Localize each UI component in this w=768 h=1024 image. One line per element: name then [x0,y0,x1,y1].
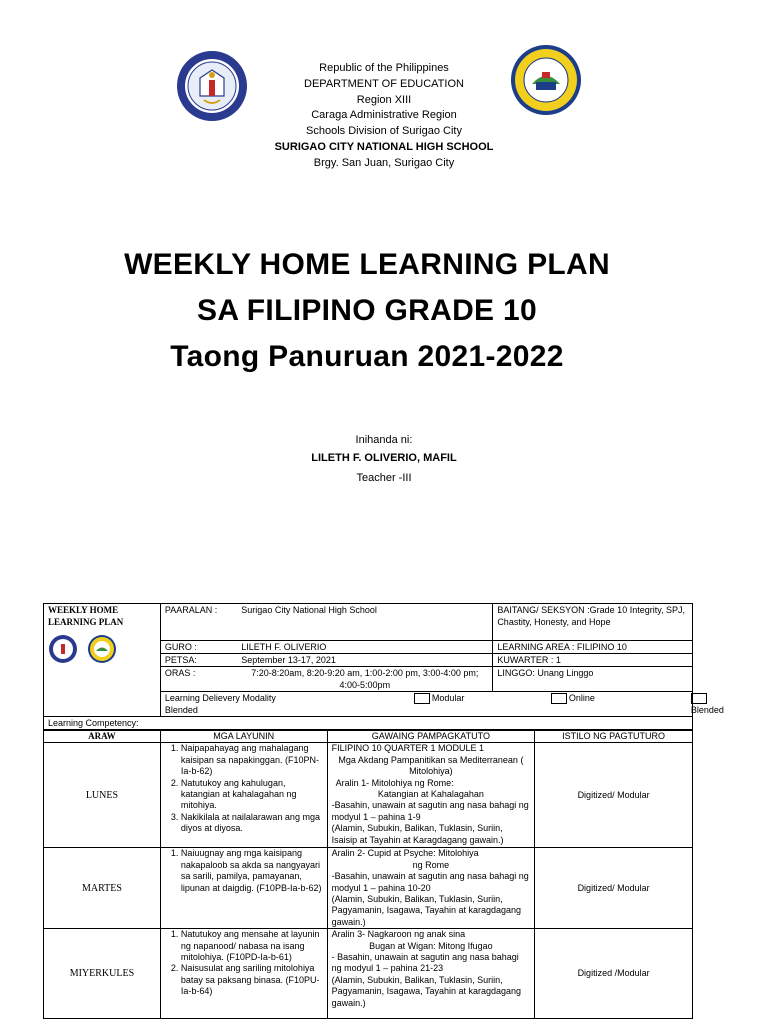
style-lunes: Digitized/ Modular [535,743,693,848]
list-item: 2. Naisusulat ang sariling mitolohiya batay sa paksang binasa. (F10PU-Ia-b-64) [181,963,323,997]
school-name: SURIGAO CITY NATIONAL HIGH SCHOOL [274,140,494,153]
modular-checkbox[interactable] [414,693,430,704]
oras-label: ORAS : [160,667,237,692]
linggo: LINGGO: Unang Linggo [493,667,693,692]
letterhead [234,61,534,172]
table-header-row [44,731,693,743]
competency-label: Learning Competency: [44,717,693,730]
list-item: 1. Naipapahayag ang mahalagang kaisipan sa napakinggan. (F10PN-Ia-b-62) [181,743,323,777]
activity-line: Aralin 2- Cupid at Psyche: Mitolohiya [331,848,479,859]
title-line-2: SA FILIPINO GRADE 10 [197,294,537,327]
table-row [44,929,693,1019]
day-lunes: LUNES [44,743,161,848]
style-miyerkules: Digitized /Modular [535,929,693,1019]
activity-line: Katangian at Kahalagahan [377,789,484,800]
activity-line: -Basahin, unawain at sagutin ang nasa bahagi ng modyul 1 – pahina 10-20 [331,871,529,893]
learning-plan-table [43,730,693,1019]
activity-line: ng Rome [412,859,450,870]
online-checkbox[interactable] [551,693,567,704]
plan-label-cell [44,604,161,717]
division-line: Schools Division of Surigao City [306,125,462,138]
list-item: 2. Natutukoy ang kahulugan, katangian at kahalagahan ng mitohiya. [181,778,323,812]
activity-line: - Basahin, unawain at sagutin ang nasa bahagi ng modyul 1 – pahina 21-23 [331,952,519,974]
activities-cell [327,743,535,848]
activity-line: Mga Akdang Pampanitikan sa Mediterranean ( Mitolohiya) [338,754,524,777]
baitang-cell [493,604,693,641]
plan-label: WEEKLY HOME LEARNING PLAN [48,605,124,627]
school-mini-seal-icon [87,634,117,664]
header-istilo: ISTILO NG PAGTUTURO [535,731,693,743]
region-line: Region XIII [356,93,412,106]
header-araw: ARAW [44,731,161,743]
day-martes: MARTES [44,848,161,929]
activity-line: Aralin 1- Mitolohiya ng Rome: [335,777,454,788]
modular-option[interactable]: Modular [414,692,465,704]
activity-line: Bugan at Wigan: Mitong Ifugao [369,940,493,951]
teacher-position: Teacher -III [356,472,412,484]
activities-cell [327,848,535,929]
prepared-by-label: Inihanda ni: [355,434,413,446]
baitang-value: BAITANG/ SEKSYON :Grade 10 Integrity, SPJ, Chastity, Honesty, and Hope [497,605,686,627]
department-line: DEPARTMENT OF EDUCATION [304,77,464,90]
objectives-cell [160,929,327,1019]
objectives-cell [160,848,327,929]
activities-cell [327,929,535,1019]
modality-label: Learning Delievery Modality [164,693,276,703]
school-address: Brgy. San Juan, Surigao City [313,156,455,169]
objectives-cell [160,743,327,848]
petsa-value: September 13-17, 2021 [237,654,493,667]
blended-option[interactable]: Blended [691,692,724,716]
plan-info-table [43,603,724,730]
activity-line: FILIPINO 10 QUARTER 1 MODULE 1 [331,743,484,754]
activity-line: Aralin 3- Nagkaroon ng anak sina [331,929,466,940]
header-layunin: MGA LAYUNIN [160,731,327,743]
list-item: 1. Natutukoy ang mensahe at layunin ng napanood/ nabasa na isang mitolohiya. (F10PD-Ia-b-61) [181,929,323,963]
online-option[interactable]: Online [551,692,595,704]
caraga-line: Caraga Administrative Region [311,109,457,122]
activity-line: (Alamin, Subukin, Balikan, Tuklasin, Suriin, Pagyamanin, Isagawa, Tayahin at karagdagang gawain.) [331,894,522,927]
activity-line: (Alamin, Subukin, Balikan, Tuklasin, Suriin, Pagyamanin, Isagawa, Tayahin at karagdagang gawain.) [331,974,522,1008]
activity-line: -Basahin, unawain at sagutin ang nasa bahagi ng modyul 1 – pahina 1-9 [331,800,529,822]
kuwarter: KUWARTER : 1 [493,654,693,667]
guro-label: GURO : [160,641,237,654]
header-gawain: GAWAING PAMPAGKATUTO [327,731,535,743]
title-line-1: WEEKLY HOME LEARNING PLAN [124,248,610,281]
petsa-label: PETSA: [160,654,237,667]
oras-value: 7:20-8:20am, 8:20-9:20 am, 1:00-2:00 pm, 3:00-4:00 pm; 4:00-5:00pm [237,667,493,692]
day-miyerkules: MIYERKULES [44,929,161,1019]
teacher-name: LILETH F. OLIVERIO, MAFIL [311,452,457,464]
blended-checkbox[interactable] [691,693,707,704]
deped-mini-seal-icon [48,634,78,664]
paaralan-value: Surigao City National High School [237,604,493,641]
list-item: 3. Nakikilala at nailalarawan ang mga diyos at diyosa. [181,812,323,835]
modality-value: Blended [164,705,198,715]
table-row [44,743,693,848]
activity-line: (Alamin, Subukin, Balikan, Tuklasin, Suriin, Isaisip at Tayahin at Karagdagang gawain.) [331,823,504,845]
learning-area: LEARNING AREA : FILIPINO 10 [493,641,693,654]
table-row [44,848,693,929]
list-item: 1. Naiuugnay ang mga kaisipang nakapaloob sa akda sa nangyayari sa sarili, pamilya, pamayanan, lipunan at daigdig. (F10PB-Ia-b-62) [181,848,323,894]
republic-line: Republic of the Philippines [319,62,449,74]
title-line-3: Taong Panuruan 2021-2022 [170,340,564,373]
style-martes: Digitized/ Modular [535,848,693,929]
modality-row [160,692,724,717]
paaralan-label: PAARALAN : [160,604,237,641]
guro-value: LILETH F. OLIVERIO [237,641,493,654]
